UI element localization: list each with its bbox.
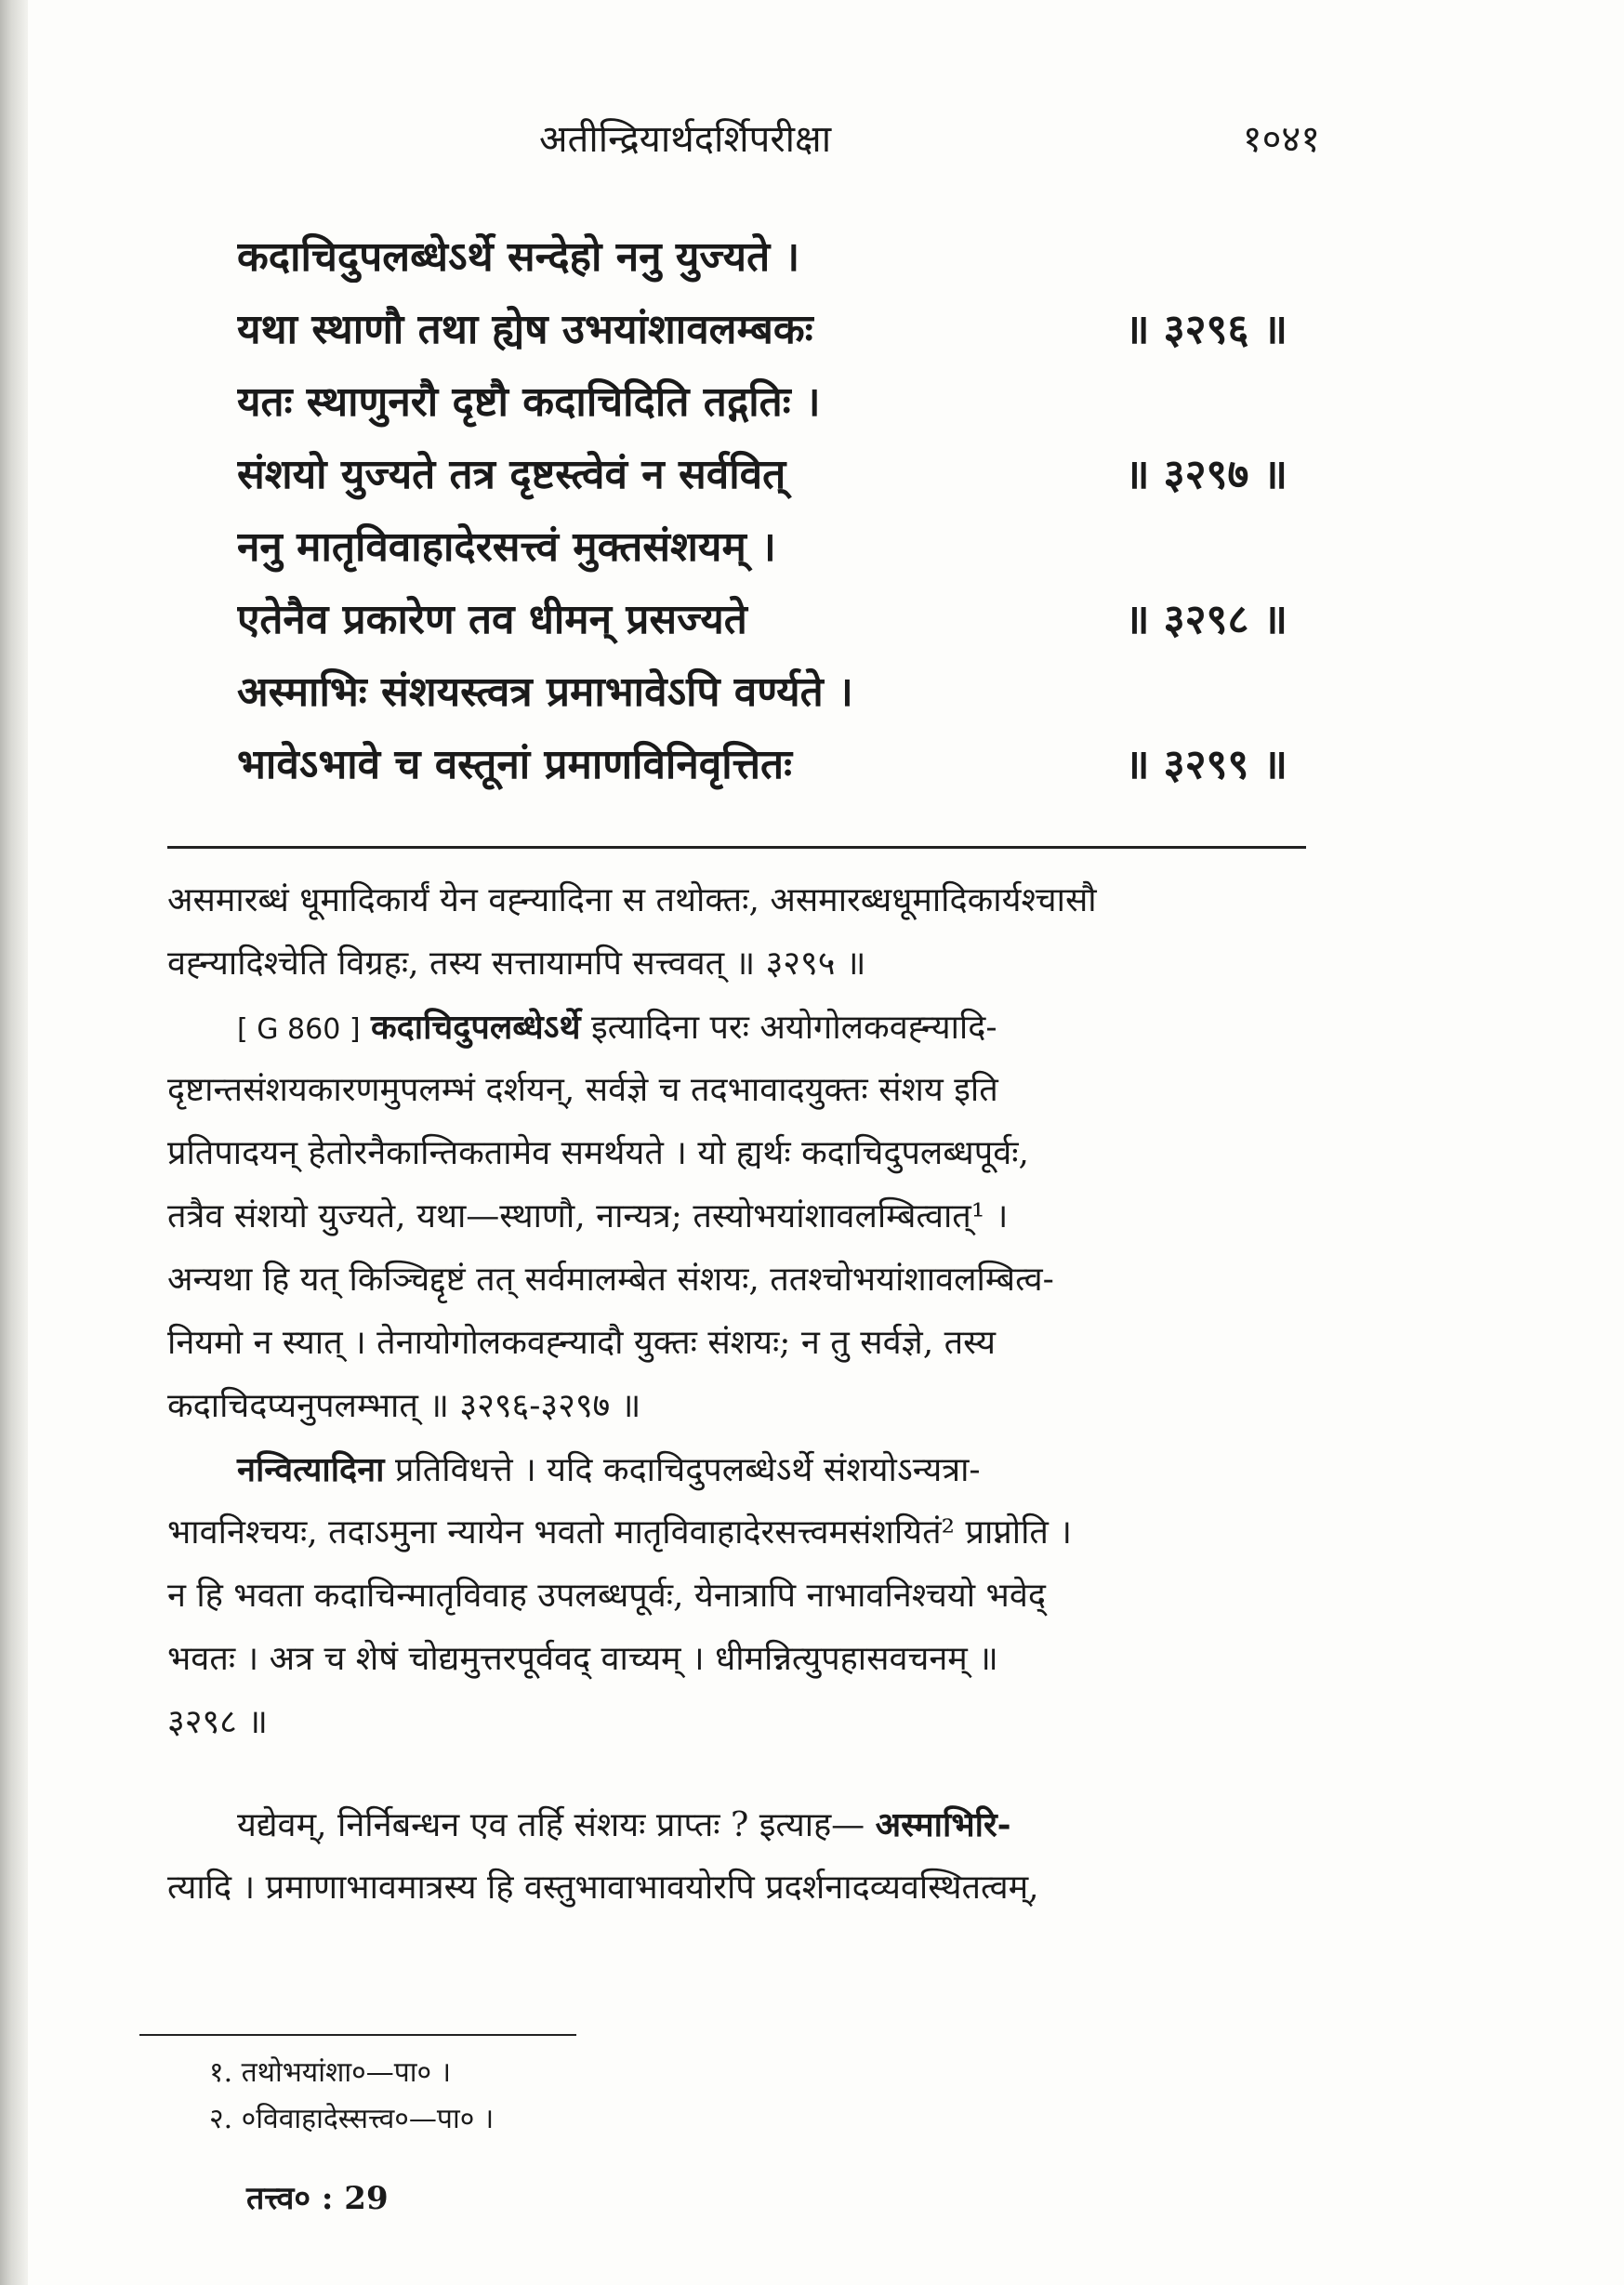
verse-text: यथा स्थाणौ तथा ह्येष उभयांशावलम्बकः: [237, 306, 813, 353]
verse-line: [237, 218, 1287, 291]
verse-line: [237, 291, 1287, 363]
lemma-bold: अस्माभिरि-: [875, 1805, 1011, 1844]
page-number: १०४१: [1242, 118, 1320, 161]
commentary-line: दृष्टान्तसंशयकारणमुपलम्भं दर्शयन्, सर्वज्ञे च तदभावादयुक्तः संशय इति: [167, 1071, 998, 1109]
verse-line: [237, 726, 1287, 799]
verse-line: [237, 436, 1287, 509]
commentary-text: प्रतिविधत्ते । यदि कदाचिदुपलब्धेऽर्थे संशयोऽन्यत्रा-: [394, 1451, 981, 1489]
paragraph-gap: [167, 1754, 1311, 1793]
commentary-line: कदाचिदप्यनुपलम्भात् ॥ ३२९६-३२९७ ॥: [167, 1387, 641, 1425]
verse-text: यतः स्थाणुनरौ दृष्टौ कदाचिदिति तद्गतिः ।: [237, 378, 821, 426]
commentary-block: [167, 869, 1311, 1920]
commentary-line: असमारब्धं धूमादिकार्यं येन वह्न्यादिना स तथोक्तः, असमारब्धधूमादिकार्यश्चासौ: [167, 881, 1097, 919]
verse-number: ॥ ३२९७ ॥: [1125, 451, 1287, 498]
verse-block: [237, 218, 1287, 799]
verse-line: [237, 509, 1287, 581]
verse-text: एतेनैव प्रकारेण तव धीमन् प्रसज्यते: [237, 596, 747, 643]
verse-text: कदाचिदुपलब्धेऽर्थे सन्देहो ननु युज्यते ।: [237, 233, 800, 281]
verse-text: ननु मातृविवाहादेरसत्त्वं मुक्तसंशयम् ।: [237, 523, 776, 571]
printer-signature-mark: तत्त्व० : 29: [246, 2180, 389, 2217]
footnote: २. ०विवाहादेस्सत्त्व०—पा० ।: [209, 2103, 495, 2135]
verse-commentary-divider: [167, 846, 1306, 849]
verse-text: भावेऽभावे च वस्तूनां प्रमाणविनिवृत्तितः: [237, 741, 792, 788]
footnote: १. तथोभयांशा०—पा० ।: [209, 2056, 452, 2089]
verse-line: [237, 363, 1287, 436]
lemma-bold: नन्वित्यादिना: [237, 1450, 385, 1489]
commentary-text: यद्येवम्, निर्निबन्धन एव तर्हि संशयः प्राप्तः ? इत्याह—: [237, 1806, 865, 1844]
commentary-text: इत्यादिना परः अयोगोलकवह्न्यादि-: [590, 1009, 997, 1047]
commentary-line: प्रतिपादयन् हेतोरनैकान्तिकतामेव समर्थयते । यो ह्यर्थः कदाचिदुपलब्धपूर्वः,: [167, 1134, 1029, 1172]
edition-page-ref: [ G 860 ]: [237, 1013, 361, 1046]
verse-number: ॥ ३२९९ ॥: [1125, 741, 1287, 788]
page-binding-edge: [0, 0, 28, 2285]
commentary-line: वह्न्यादिश्चेति विग्रहः, तस्य सत्तायामपि सत्त्ववत् ॥ ३२९५ ॥: [167, 944, 866, 983]
page-header: [232, 112, 1320, 167]
verse-number: ॥ ३२९८ ॥: [1125, 596, 1287, 643]
verse-text: अस्माभिः संशयस्त्वत्र प्रमाभावेऽपि वर्ण्यते ।: [237, 668, 853, 716]
commentary-line: [167, 1793, 1311, 1856]
commentary-line: नियमो न स्यात् । तेनायोगोलकवह्न्यादौ युक्तः संशयः; न तु सर्वज्ञे, तस्य: [167, 1324, 996, 1362]
lemma-bold: कदाचिदुपलब्धेऽर्थे: [370, 1008, 581, 1047]
verse-text: संशयो युज्यते तत्र दृष्टस्त्वेवं न सर्ववित्: [237, 451, 786, 498]
verse-line: [237, 654, 1287, 726]
commentary-line: [167, 1438, 1311, 1501]
commentary-line: ३२९८ ॥: [167, 1703, 268, 1741]
commentary-line: भावनिश्चयः, तदाऽमुना न्यायेन भवतो मातृविवाहादेरसत्त्वमसंशयितं² प्राप्नोति ।: [167, 1513, 1073, 1552]
footnotes: [209, 2050, 1046, 2143]
commentary-line: न हि भवता कदाचिन्मातृविवाह उपलब्धपूर्वः, येनात्रापि नाभावनिश्चयो भवेद्: [167, 1577, 1046, 1615]
commentary-line: त्यादि । प्रमाणाभावमात्रस्य हि वस्तुभावाभावयोरपि प्रदर्शनादव्यवस्थितत्वम्,: [167, 1869, 1039, 1907]
commentary-line: भवतः । अत्र च शेषं चोद्यमुत्तरपूर्ववद् वाच्यम् । धीमन्नित्युपहासवचनम् ॥: [167, 1640, 998, 1678]
verse-number: ॥ ३२९६ ॥: [1125, 306, 1287, 353]
footnote-divider: [139, 2034, 576, 2036]
commentary-line: तत्रैव संशयो युज्यते, यथा—स्थाणौ, नान्यत्र; तस्योभयांशावलम्बित्वात्¹ ।: [167, 1197, 1009, 1235]
verse-line: [237, 581, 1287, 654]
commentary-line: अन्यथा हि यत् किञ्चिद्दृष्टं तत् सर्वमालम्बेत संशयः, ततश्चोभयांशावलम्बित्व-: [167, 1261, 1054, 1299]
running-title: अतीन्द्रियार्थदर्शिपरीक्षा: [539, 118, 832, 161]
commentary-line: [167, 996, 1311, 1059]
